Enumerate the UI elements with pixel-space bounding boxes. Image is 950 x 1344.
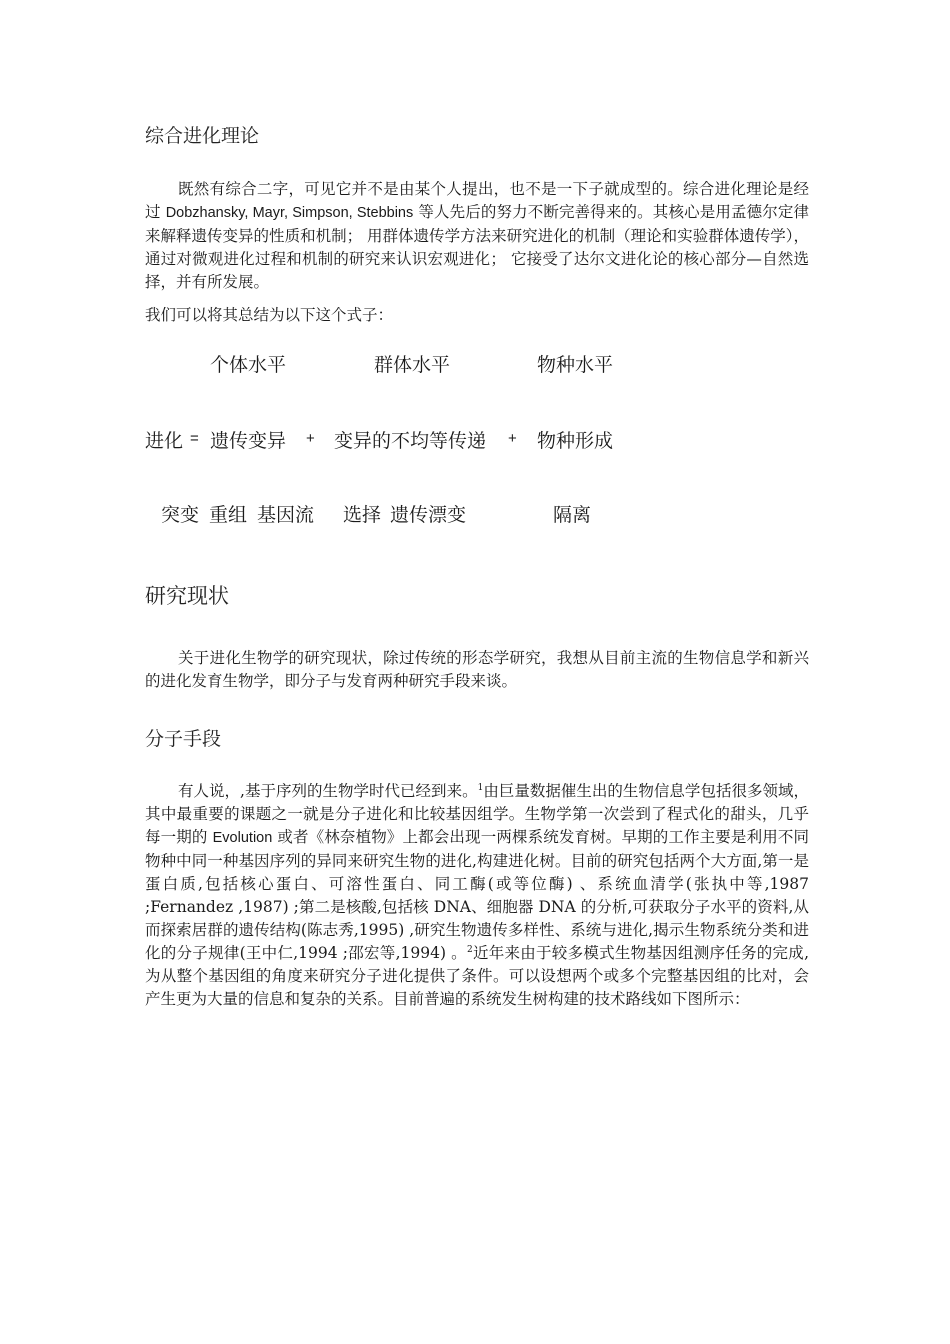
- section-heading-research-status: 研究现状: [145, 584, 229, 608]
- equation-lhs: 进化: [145, 430, 184, 452]
- level-individual: 个体水平: [210, 354, 287, 376]
- synthesis-text-part1: 既然有综合二字，可见它并不是由某个人提出，也不是一下子就成型的。综合进化理论是经过: [145, 180, 809, 221]
- footnote-marker-1[interactable]: 1: [477, 783, 484, 793]
- mechanism-gene-flow: 基因流: [257, 504, 315, 526]
- research-status-paragraph: 关于进化生物学的研究现状，除过传统的形态学研究，我想从目前主流的生物信息学和新兴的进化发育生物学，即分子与发育两种研究手段来谈。: [145, 649, 809, 690]
- equation-term-speciation: 物种形成: [537, 430, 614, 452]
- footnote-marker-2[interactable]: 2: [466, 945, 473, 955]
- molecular-text-a: 有人说，,基于序列的生物学时代已经到来。: [178, 782, 478, 800]
- equation-plus-sign-1: +: [306, 430, 315, 447]
- section-heading-molecular-methods: 分子手段: [145, 728, 222, 750]
- mechanism-isolation: 隔离: [553, 504, 592, 526]
- section-heading-synthesis: 综合进化理论: [145, 125, 260, 147]
- mechanism-drift: 遗传漂变: [390, 504, 467, 526]
- mechanism-recombination: 重组: [209, 504, 248, 526]
- equation-plus-sign-2: +: [508, 430, 517, 447]
- molecular-methods-paragraph: [145, 780, 809, 1011]
- molecular-text-b: 由巨量数据催生出的生物信息学包括很多领域，其中最重要的课题之一就是分子进化和比较基因组学。生物学第一次尝到了程式化的甜头，几乎每一期的: [145, 782, 809, 846]
- mechanism-mutation: 突变: [161, 504, 200, 526]
- synthesis-paragraph: [145, 178, 809, 294]
- equation-term-unequal-transmission: 变异的不均等传递: [334, 430, 487, 452]
- molecular-text-c: 或者《林奈植物》上都会出现一两棵系统发育树。早期的工作主要是利用不同物种中同一种基因序列的异同来研究生物的进化,构建进化树。目前的研究包括两个大方面,第一是蛋白质,包括核心蛋白、可溶性蛋白、同工酶(或等位酶) 、系统血清学(张执中等,1987 ;Fernandez ,1987) ;第二是核酸,包括核 DNA、细胞器 DNA 的分析,可获取分子水平的资料,从而探索居群的遗传结构(陈志秀,1995) ,研究生物遗传多样性、系统与进化,揭示生物系统分类和进化的分子规律(王中仁,1994 ;邵宏等,1994) 。: [145, 828, 809, 962]
- level-population: 群体水平: [374, 354, 451, 376]
- synthesis-text-part2: 等人先后的努力不断完善得来的。其核心是用孟德尔定律来解释遗传变异的性质和机制； 用群体遗传学方法来研究进化的机制（理论和实验群体遗传学），通过对微观进化过程和机制的研究来认识宏观进化； 它接受了达尔文进化论的核心部分—自然选择，并有所发展。: [145, 203, 810, 291]
- molecular-text-d: 近年来由于较多模式生物基因组测序任务的完成,为从整个基因组的角度来研究分子进化提供了条件。可以设想两个或多个完整基因组的比对，会产生更为大量的信息和复杂的关系。目前普遍的系统发生树构建的技术路线如下图所示：: [145, 944, 810, 1008]
- equation-equals-sign: =: [190, 430, 199, 447]
- summary-line: 我们可以将其总结为以下这个式子：: [145, 306, 394, 324]
- level-species: 物种水平: [537, 354, 614, 376]
- journal-name-evolution: Evolution: [212, 830, 273, 846]
- synthesis-scientist-names: Dobzhansky, Mayr, Simpson, Stebbins: [165, 205, 414, 221]
- equation-term-genetic-variation: 遗传变异: [210, 430, 287, 452]
- mechanism-selection: 选择: [343, 504, 382, 526]
